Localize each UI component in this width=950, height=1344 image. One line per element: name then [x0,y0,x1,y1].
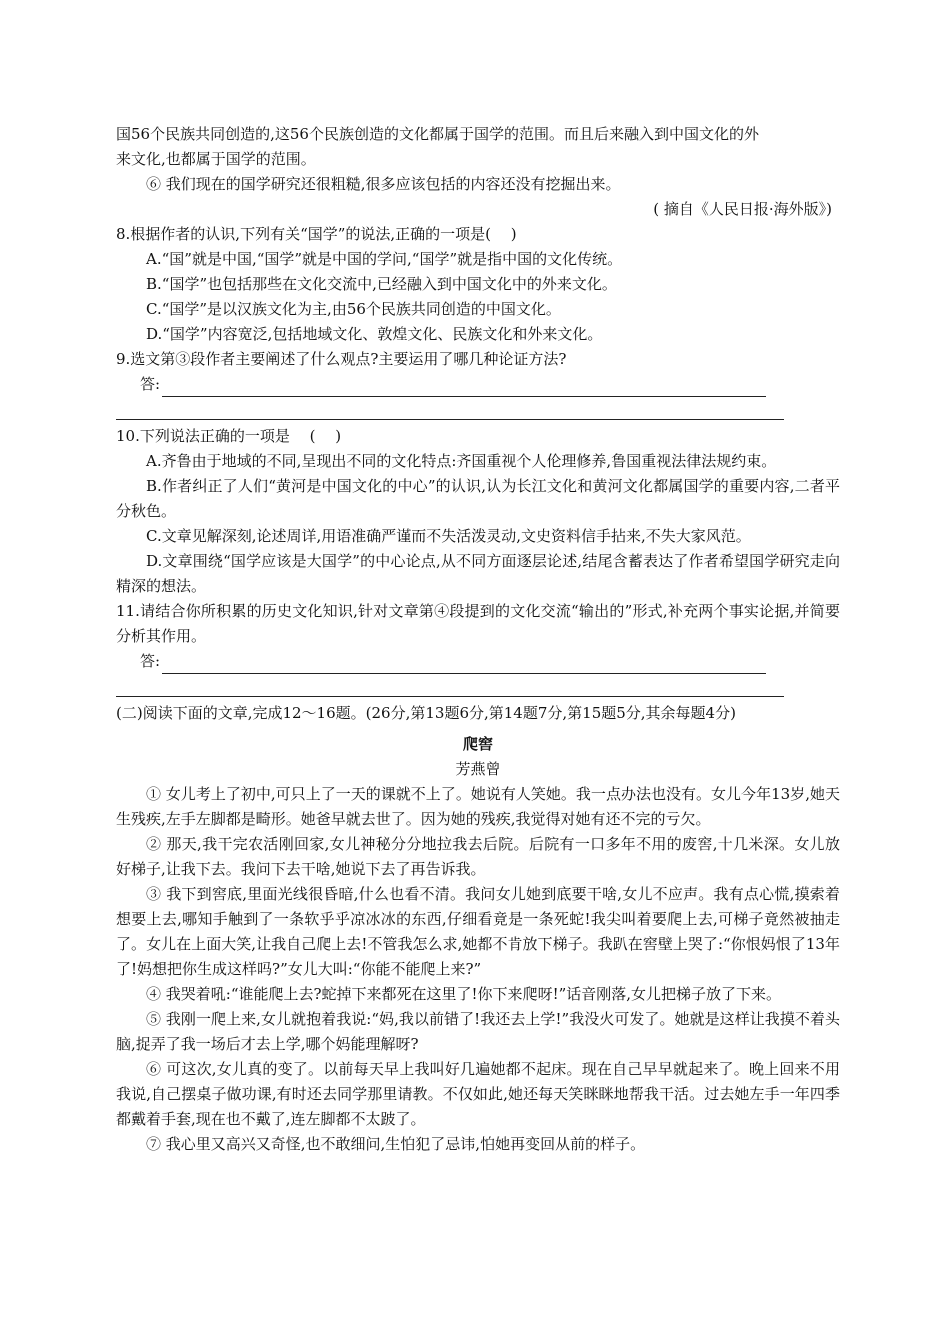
article-paragraph-2: ② 那天,我干完农活刚回家,女儿神秘分分地拉我去后院。后院有一口多年不用的废窖,十几米深。女儿放好梯子,让我下去。我问下去干啥,她说下去了再告诉我。 [116,835,840,878]
answer-label: 答: [140,652,161,670]
question-11-answer-row [116,649,840,674]
passage-paragraph-5-continued [116,122,840,172]
question-10-option-c: C.文章见解深刻,论述周详,用语准确严谨而不失活泼灵动,文史资料信手拈来,不失大家风范。 [146,527,751,545]
article-title: 爬窖 [462,735,493,753]
article-author: 芳燕曾 [455,760,501,778]
question-10-option-d: D.文章围绕“国学应该是大国学”的中心论点,从不同方面逐层论述,结尾含蓄表达了作者希望国学研究走向精深的想法。 [116,552,840,595]
question-8-option-a: A.“国”就是中国,“国学”就是中国的学问,“国学”就是指中国的文化传统。 [146,250,623,268]
question-11-stem: 11.请结合你所积累的历史文化知识,针对文章第④段提到的文化交流“输出的”形式,补充两个事实论据,并简要分析其作用。 [116,602,840,645]
answer-label: 答: [140,375,161,393]
question-10-stem: 10.下列说法正确的一项是 ( ) [116,427,342,445]
article-paragraph-7: ⑦ 我心里又高兴又奇怪,也不敢细问,生怕犯了忌讳,怕她再变回从前的样子。 [146,1135,646,1153]
question-10-option-a: A.齐鲁由于地域的不同,呈现出不同的文化特点:齐国重视个人伦理修养,鲁国重视法律法规约束。 [146,452,777,470]
text-line: 国56个民族共同创造的,这56个民族创造的文化都属于国学的范围。而且后来融入到中国文化的外 [116,125,759,143]
question-10-option-b: B.作者纠正了人们“黄河是中国文化的中心”的认识,认为长江文化和黄河文化都属国学的重要内容,二者平分秋色。 [116,477,840,520]
text-line: 来文化,也都属于国学的范围。 [116,150,316,168]
question-8-option-d: D.“国学”内容宽泛,包括地域文化、敦煌文化、民族文化和外来文化。 [146,325,603,343]
article-paragraph-3: ③ 我下到窖底,里面光线很昏暗,什么也看不清。我问女儿她到底要干啥,女儿不应声。我有点心慌,摸索着想要上去,哪知手触到了一条软乎乎凉冰冰的东西,仔细看竟是一条死蛇!我尖叫着要爬上去,可梯子竟然被抽走了。女儿在上面大笑,让我自己爬上去!不管我怎么求,她都不肯放下梯子。我趴在窖壁上哭了:“你恨妈恨了13年了!妈想把你生成这样吗?”女儿大叫:“你能不能爬上来?” [116,885,840,978]
question-9-stem: 9.选文第③段作者主要阐述了什么观点?主要运用了哪几种论证方法? [116,350,567,368]
question-9-answer-line[interactable] [162,378,766,397]
article-paragraph-4: ④ 我哭着吼:“谁能爬上去?蛇掉下来都死在这里了!你下来爬呀!”话音刚落,女儿把梯子放了下来。 [146,985,782,1003]
article-paragraph-1: ① 女儿考上了初中,可只上了一天的课就不上了。她说有人笑她。我一点办法也没有。女儿今年13岁,她天生残疾,左手左脚都是畸形。她爸早就去世了。因为她的残疾,我觉得对她有还不完的亏欠。 [116,785,840,828]
passage-source: ( 摘自《人民日报·海外版》) [653,200,832,218]
article-paragraph-5: ⑤ 我刚一爬上来,女儿就抱着我说:“妈,我以前错了!我还去上学!”我没火可发了。她就是这样让我摸不着头脑,捉弄了我一场后才去上学,哪个妈能理解呀? [116,1010,840,1053]
question-11-answer-line[interactable] [162,655,766,674]
question-9-answer-row [116,372,840,397]
question-9-answer-line-2[interactable] [116,397,784,420]
question-8-stem: 8.根据作者的认识,下列有关“国学”的说法,正确的一项是( ) [116,225,517,243]
question-11-answer-line-2[interactable] [116,674,784,697]
question-8-option-b: B.“国学”也包括那些在文化交流中,已经融入到中国文化中的外来文化。 [146,275,617,293]
section-2-instruction: (二)阅读下面的文章,完成12～16题。(26分,第13题6分,第14题7分,第15题5分,其余每题4分) [116,704,736,722]
article-paragraph-6: ⑥ 可这次,女儿真的变了。以前每天早上我叫好几遍她都不起床。现在自己早早就起来了。晚上回来不用我说,自己摆桌子做功课,有时还去同学那里请教。不仅如此,她还每天笑眯眯地帮我干活。过去她左手一年四季都戴着手套,现在也不戴了,连左脚都不太跛了。 [116,1060,840,1128]
passage-paragraph-6: ⑥ 我们现在的国学研究还很粗糙,很多应该包括的内容还没有挖掘出来。 [146,175,621,193]
question-8-option-c: C.“国学”是以汉族文化为主,由56个民族共同创造的中国文化。 [146,300,561,318]
